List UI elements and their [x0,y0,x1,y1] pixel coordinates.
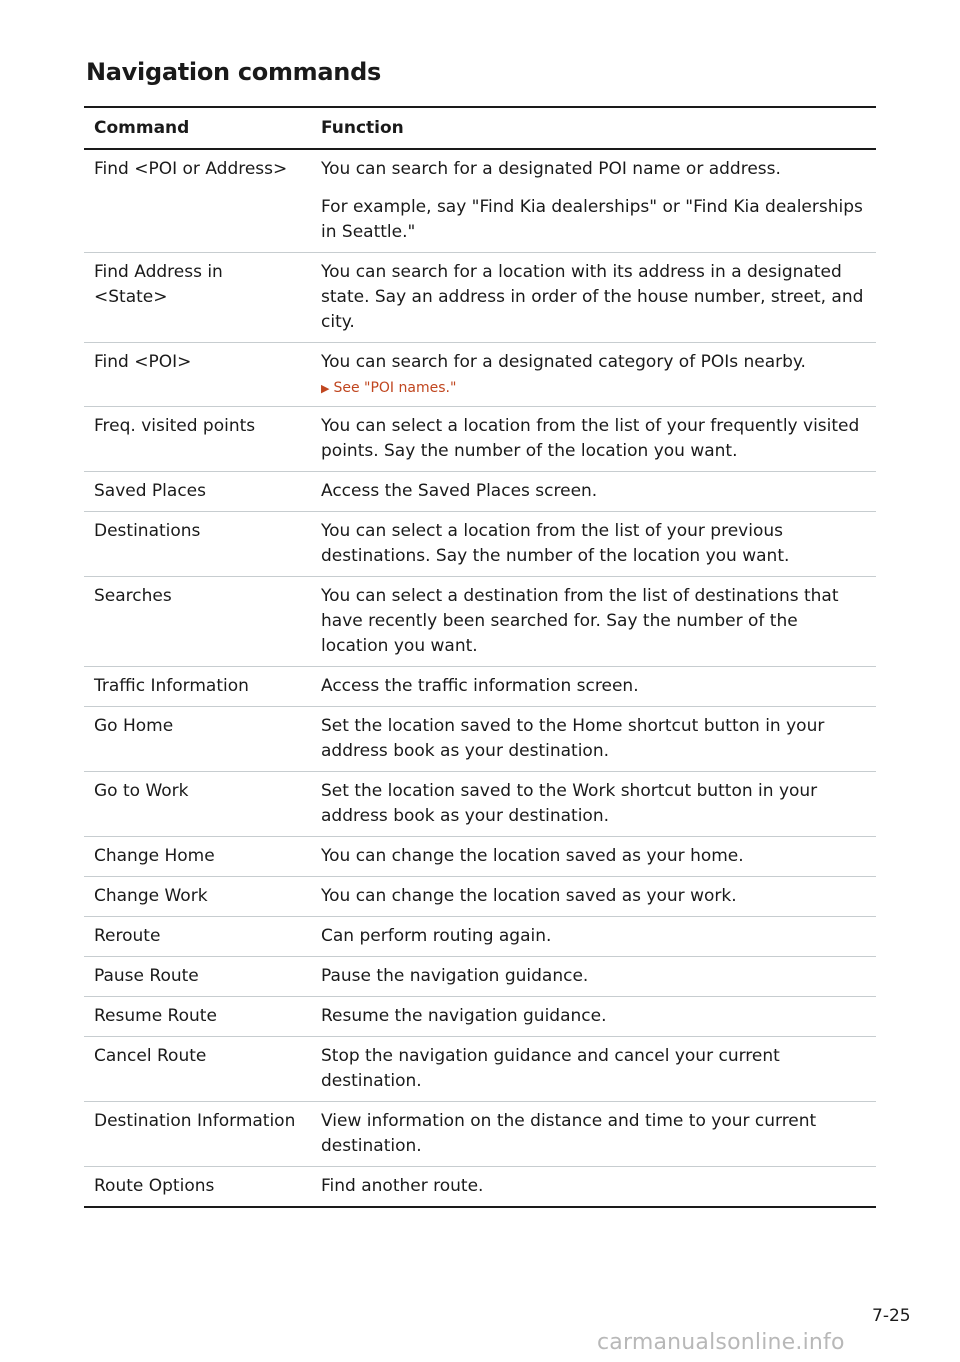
command-cell: Go Home [84,707,311,772]
triangle-right-icon: ▶ [321,382,330,395]
table-row [84,253,876,343]
command-cell: Destinations [84,512,311,577]
function-cell: Access the Saved Places screen. [311,472,876,512]
command-cell: Searches [84,577,311,667]
function-cell [311,149,876,253]
function-cell: You can select a location from the list of your previous destinations. Say the number of the location you want. [311,512,876,577]
function-cell: Can perform routing again. [311,917,876,957]
function-cell: Resume the navigation guidance. [311,997,876,1037]
command-cell: Resume Route [84,997,311,1037]
function-example-text: For example, say "Find Kia dealerships" or "Find Kia dealerships in Seattle." [321,197,863,242]
command-cell: Find <POI or Address> [84,149,311,253]
table-row [84,512,876,577]
command-cell: Change Work [84,877,311,917]
table-row [84,577,876,667]
watermark: carmanualsonline.info [597,1330,845,1355]
navigation-commands-table [84,106,876,1208]
command-cell: Change Home [84,837,311,877]
command-cell: Freq. visited points [84,407,311,472]
command-cell: Saved Places [84,472,311,512]
command-cell: Go to Work [84,772,311,837]
function-cell [311,343,876,407]
cross-reference-text: See "POI names." [333,380,457,396]
column-header-command: Command [84,107,311,149]
function-cell: You can search for a location with its address in a designated state. Say an address in order of the house number, street, and city. [311,253,876,343]
table-row [84,407,876,472]
table-row [84,772,876,837]
function-cell: You can select a destination from the list of destinations that have recently been searched for. Say the number of the location you want. [311,577,876,667]
command-cell: Destination Information [84,1102,311,1167]
function-text: You can search for a designated category of POIs nearby. [321,352,806,372]
table-row [84,957,876,997]
function-cell: Access the traffic information screen. [311,667,876,707]
table-header-row [84,107,876,149]
cross-reference-link[interactable] [321,378,868,399]
table-row [84,667,876,707]
function-text: You can search for a designated POI name or address. [321,159,781,179]
command-cell: Route Options [84,1167,311,1208]
page-title: Navigation commands [86,58,381,86]
table-row [84,707,876,772]
table-row [84,917,876,957]
function-cell: Stop the navigation guidance and cancel your current destination. [311,1037,876,1102]
command-cell: Find Address in <State> [84,253,311,343]
command-cell: Cancel Route [84,1037,311,1102]
table-row [84,343,876,407]
function-cell: You can change the location saved as your work. [311,877,876,917]
function-cell: You can select a location from the list of your frequently visited points. Say the number of the location you want. [311,407,876,472]
page-number: 7-25 [872,1306,911,1326]
function-cell: Set the location saved to the Work shortcut button in your address book as your destination. [311,772,876,837]
command-cell: Traffic Information [84,667,311,707]
table-row [84,997,876,1037]
table-row [84,877,876,917]
command-cell: Find <POI> [84,343,311,407]
table-row [84,1102,876,1167]
table-row [84,1167,876,1208]
command-cell: Pause Route [84,957,311,997]
function-cell: Set the location saved to the Home shortcut button in your address book as your destination. [311,707,876,772]
function-cell: Pause the navigation guidance. [311,957,876,997]
table-row [84,149,876,253]
table-row [84,472,876,512]
column-header-function: Function [311,107,876,149]
command-cell: Reroute [84,917,311,957]
function-cell: You can change the location saved as your home. [311,837,876,877]
function-cell: Find another route. [311,1167,876,1208]
function-cell: View information on the distance and time to your current destination. [311,1102,876,1167]
table-row [84,837,876,877]
table-row [84,1037,876,1102]
